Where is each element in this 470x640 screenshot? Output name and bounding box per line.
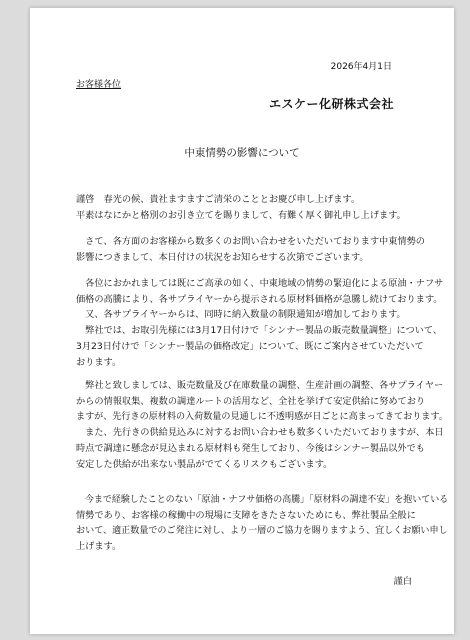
greeting-line: 平素はなにかと格別のお引き立てを賜りまして、有難く厚く御礼申し上げます。 — [76, 210, 406, 221]
text-line: さて、各方面のお客様から数多くのお問い合わせをいただいております中東情勢の — [76, 236, 425, 247]
text-line: 又、各サプライヤーからは、同時に納入数量の制限通知が増加しております。 — [76, 309, 406, 321]
letter-date: 2026年4月1日 — [330, 62, 392, 72]
letter-subject: 中東情勢の影響について — [184, 147, 300, 159]
text-line: 弊社では、お取引先様には3月17日付けで「シンナー製品の販売数量調整」について、 — [76, 325, 443, 337]
paragraph — [76, 492, 449, 555]
greeting-line: 謹啓 春光の候、貴社ますますご清栄のこととお慶び申し上げます。 — [76, 194, 361, 205]
text-line: 情勢であり、お客様の稼働中の現場に支障をきたさないためにも、弊社製品全般に — [76, 509, 416, 521]
text-line: 3月23日付けで「シンナー製品の価格改定」について、既にご案内させていただいて — [76, 340, 424, 352]
text-line: 影響につきまして、本日付けの状況をお知らせする次第でございます。 — [76, 251, 369, 263]
paragraph — [76, 276, 444, 370]
text-line: 安定した供給が出来ない製品がでてくるリスクもございます。 — [76, 458, 333, 470]
text-line: 時点で調達に懸念が見込まれる原材料も発生しており、今後はシンナー製品以外でも — [76, 442, 425, 454]
text-line: 価格の高騰により、各サプライヤーから提示される原材料価格が急騰し続けております。 — [76, 293, 443, 305]
text-line: 各位におかれましては既にご高承の如く、中東地域の情勢の緊迫化による原油・ナフサ — [76, 278, 444, 289]
text-line: からの情報収集、複数の調達ルートの活用など、全社を挙げて安定供給に努めており — [76, 395, 426, 407]
paragraph — [76, 378, 448, 472]
text-line: 今まで経験したことのない「原油・ナフサ価格の高騰」「原材料の調達不安」を抱いている — [76, 494, 449, 505]
text-line: おります。 — [76, 356, 122, 368]
text-line: 上げます。 — [76, 541, 122, 553]
text-line: また、先行きの供給見込みに対するお問い合わせも数多くいただいておりますが、本日 — [76, 427, 444, 439]
addressee: お客様各位 — [76, 80, 122, 90]
closing-mark: 謹白 — [393, 576, 412, 587]
company-name: エスケー化研株式会社 — [268, 97, 394, 111]
text-line: おいて、適正数量でのご発注に対し、より一層のご協力を賜りますよう、宜しくお願い申し — [76, 525, 448, 537]
text-line: ますが、先行きの原材料の入荷数量の見通しに不透明感が日ごとに高まってきております。 — [76, 411, 448, 423]
letter-page — [30, 8, 454, 634]
paragraph — [76, 234, 436, 265]
text-line: 弊社と致しましては、販売数量及び在庫数量の調整、生産計画の調整、各サプライヤー — [76, 380, 444, 391]
